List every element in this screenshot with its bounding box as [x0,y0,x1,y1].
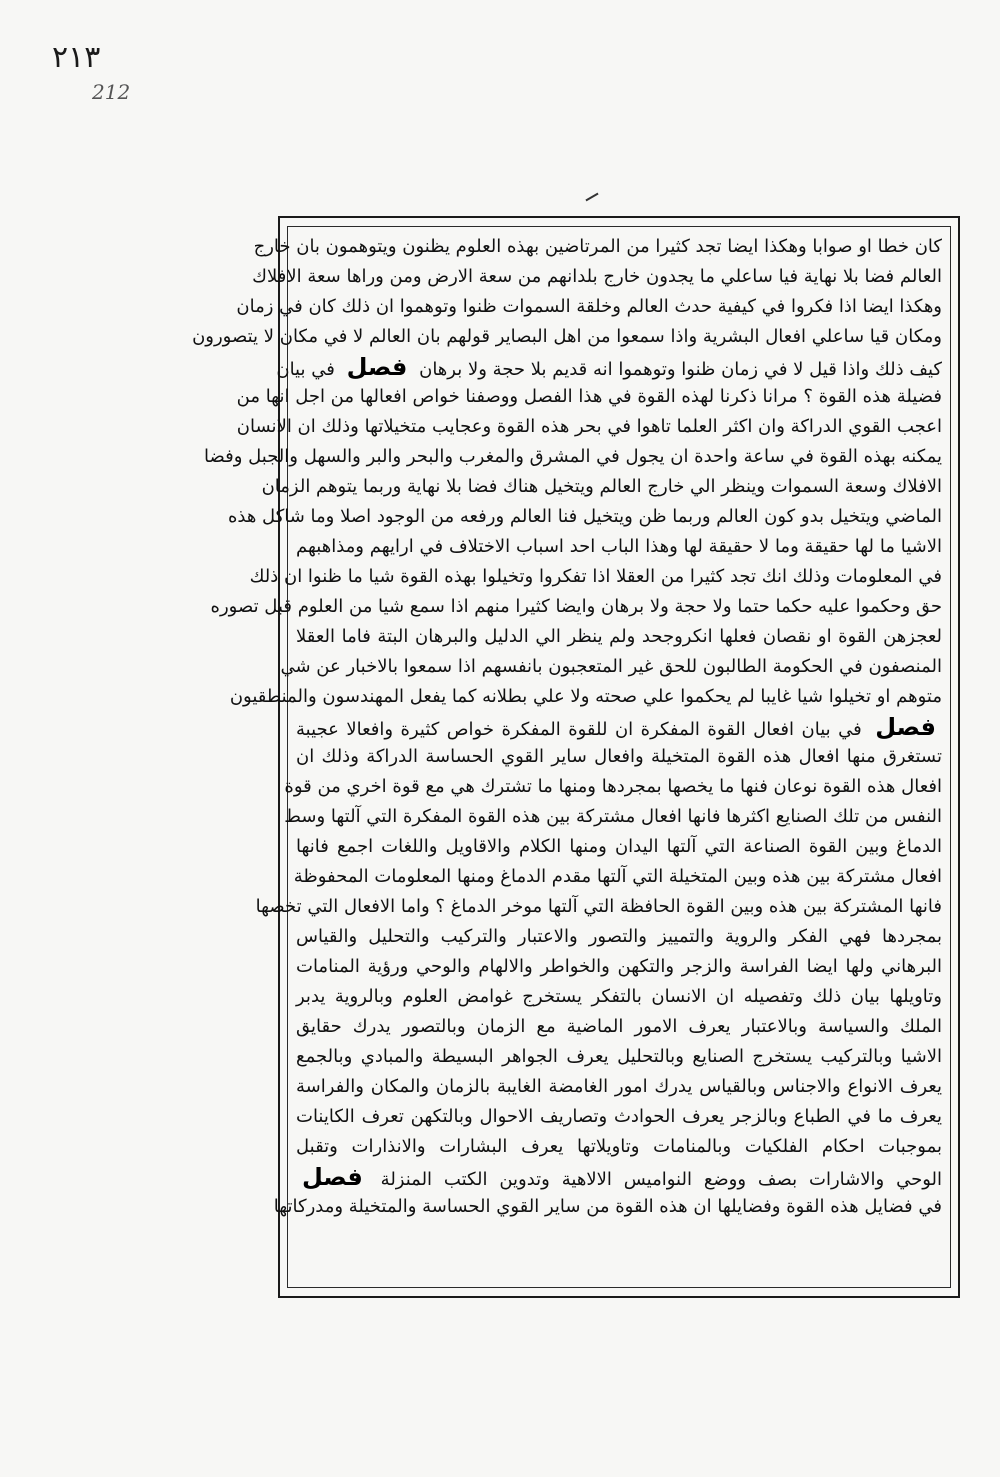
line-text: العالم فضا بلا نهاية فيا ساعلي ما يجدون خارج بلدانهم من سعة الارض ومن وراها سعة الافلاك [252,266,942,287]
line-text: فضيلة هذه القوة ؟ مرانا ذكرنا لهذه القوة في هذا الفصل ووصفنا خواص افعالها من اجل انها من [236,386,942,407]
text-line [284,802,942,832]
line-text: الافلاك وسعة السموات وينظر الي خارج العالم ويتخيل هناك فضا بلا نهاية وربما يتوهم الزمان [261,476,942,497]
line-text: الماضي ويتخيل بدو كون العالم وربما ظن ويتخيل فنا العالم ورفعه من الوجود اصلا وما شاكل هذه [227,506,942,527]
line-text: كيف ذلك واذا قيل لا في زمان ظنوا وتوهموا انه قديم بلا حجة ولا برهان [419,359,942,380]
ink-mark [585,193,598,202]
text-line [204,442,942,472]
section-heading: فصل [875,713,936,741]
line-text: الدماغ وبين القوة الصناعة التي آلتها اليدان ومنها الكلام والاقاويل واللغات اجمع فانها [296,836,942,857]
line-text: افعال مشتركة بين هذه وبين المتخيلة التي آلتها مقدم الدماغ ومنها المعلومات المحفوظة [293,866,942,887]
line-text: متوهم او تخيلوا شيا غايبا لم يحكموا علي صحته ولا علي بطلانه كما يفعل المهندسون والمنطقيون [229,686,942,707]
line-text: النفس من تلك الصنايع اكثرها فانها افعال مشتركة بين هذه القوة المفكرة التي آلتها وسط [284,806,942,827]
text-line [227,502,942,532]
line-text: فانها المشتركة بين هذه وبين القوة الحافظة التي آلتها موخر الدماغ ؟ واما الافعال التي تخصها [255,896,942,917]
text-line [210,592,942,622]
text-line [273,1192,942,1222]
line-text: الاشيا ما لها حقيقة وما لا حقيقة لها وهذا الباب احد اسباب الاختلاف في ارايهم ومذاهبهم [296,536,942,557]
text-line [261,472,942,502]
line-text: الملك والسياسة وبالاعتبار يعرف الامور الماضية مع الزمان وبالتصور يدرك حقايق [296,1016,942,1037]
line-text: الاشيا وبالتركيب يستخرج الصنايع وبالتحليل يعرف الجواهر البسيطة والمبادي وبالجمع [296,1046,942,1067]
line-text: وتاويلها بيان ذلك وتفصيله ان الانسان بالتفكر يستخرج غوامض العلوم وبالروية يدبر [296,986,942,1007]
section-heading: فصل [302,1163,363,1191]
line-text: لعجزهن القوة او نقصان فعلها انكروجحد ولم ينظر الي الدليل والبرهان البتة فاما العقلا [296,626,942,647]
text-line [296,742,942,772]
text-line [296,922,942,952]
text-line [296,1012,942,1042]
text-line [236,382,942,412]
text-line [296,1162,942,1192]
line-text: البرهاني ولها ايضا الفراسة والزجر والتكهن والخواطر والالهام والوحي ورؤية المنامات [296,956,942,977]
text-line [296,1102,942,1132]
line-text: يعرف الانواع والاجناس وبالقياس يدرك امور الغامضة الغايبة بالزمان والمكان والفراسة [296,1076,942,1097]
folio-number-latin: 212 [92,80,131,104]
line-text: بمجردها فهي الفكر والروية والتمييز والتصور والاعتبار والتركيب والتحليل والقياس [296,926,942,947]
text-line [236,412,942,442]
text-line [255,892,942,922]
line-text: في فضايل هذه القوة وفضايلها ان هذه القوة من ساير القوي الحساسة والمتخيلة ومدركاتها [273,1196,942,1217]
text-line [296,712,942,742]
line-text: افعال هذه القوة نوعان فنها ما يخصها بمجردها ومنها ما تشترك هي مع قوة اخري من قوة [284,776,942,797]
line-text: تستغرق منها افعال هذه القوة المتخيلة وافعال ساير القوي الحساسة الدراكة وذلك ان [296,746,942,767]
line-text: في بيان [276,359,335,380]
line-text: كان خطا او صوابا وهكذا ايضا تجد كثيرا من المرتاضين بهذه العلوم يظنون ويتوهمون بان خارج [253,236,942,257]
text-line [296,1132,942,1162]
manuscript-text-block [192,232,942,1282]
folio-number-arabic: ٢١٣ [52,40,101,75]
text-line [236,292,942,322]
text-line [252,262,942,292]
text-line [276,352,942,382]
text-line [296,1042,942,1072]
text-line [253,232,942,262]
line-text: يعرف ما في الطباع وبالزجر يعرف الحوادث وتصاريف الاحوال وبالتكهن تعرف الكاينات [296,1106,942,1127]
line-text: الوحي والاشارات بصف ووضع النواميس الالاهية وتدوين الكتب المنزلة [380,1169,942,1190]
line-text: في المعلومات وذلك انك تجد كثيرا من العقلا اذا تفكروا وتخيلوا بهذه القوة شيا ما ظنوا ان ذلك [249,566,942,587]
text-line [280,652,942,682]
section-heading: فصل [346,353,408,381]
line-text: يمكنه بهذه القوة في ساعة واحدة ان يجول في المشرق والمغرب والبحر والبر والسهل والجبل وفضا [204,446,942,467]
line-text: ومكان قيا ساعلي افعال البشرية واذا سمعوا من اهل البصاير قولهم بان العالم لا في مكان لا يتصورون [192,326,942,347]
text-line [296,952,942,982]
text-line [296,622,942,652]
text-line [249,562,942,592]
text-line [293,862,942,892]
line-text: بموجبات احكام الفلكيات وبالمنامات وتاويلاتها يعرف البشارات والانذارات وتقبل [296,1136,942,1157]
line-text: حق وحكموا عليه حكما حتما ولا حجة ولا برهان وايضا كثيرا منهم اذا سمع شيا من العلوم قبل تصوره [210,596,942,617]
text-line [192,322,942,352]
line-text: المنصفون في الحكومة الطالبون للحق غير المتعجبون بانفسهم اذا سمعوا بالاخبار عن شي [280,656,942,677]
text-line [229,682,942,712]
text-line [296,532,942,562]
line-text: اعجب القوي الدراكة وان اكثر العلما تاهوا في بحر هذه القوة وعجايب متخيلاتها وذلك ان الانسان [236,416,942,437]
line-text: وهكذا ايضا اذا فكروا في كيفية حدث العالم وخلقة السموات ظنوا وتوهموا ان ذلك كان في زمان [236,296,942,317]
text-line [296,982,942,1012]
text-line [284,772,942,802]
text-line [296,1072,942,1102]
text-line [296,832,942,862]
line-text: في بيان افعال القوة المفكرة ان للقوة المفكرة خواص كثيرة وافعالا عجيبة [296,719,862,740]
